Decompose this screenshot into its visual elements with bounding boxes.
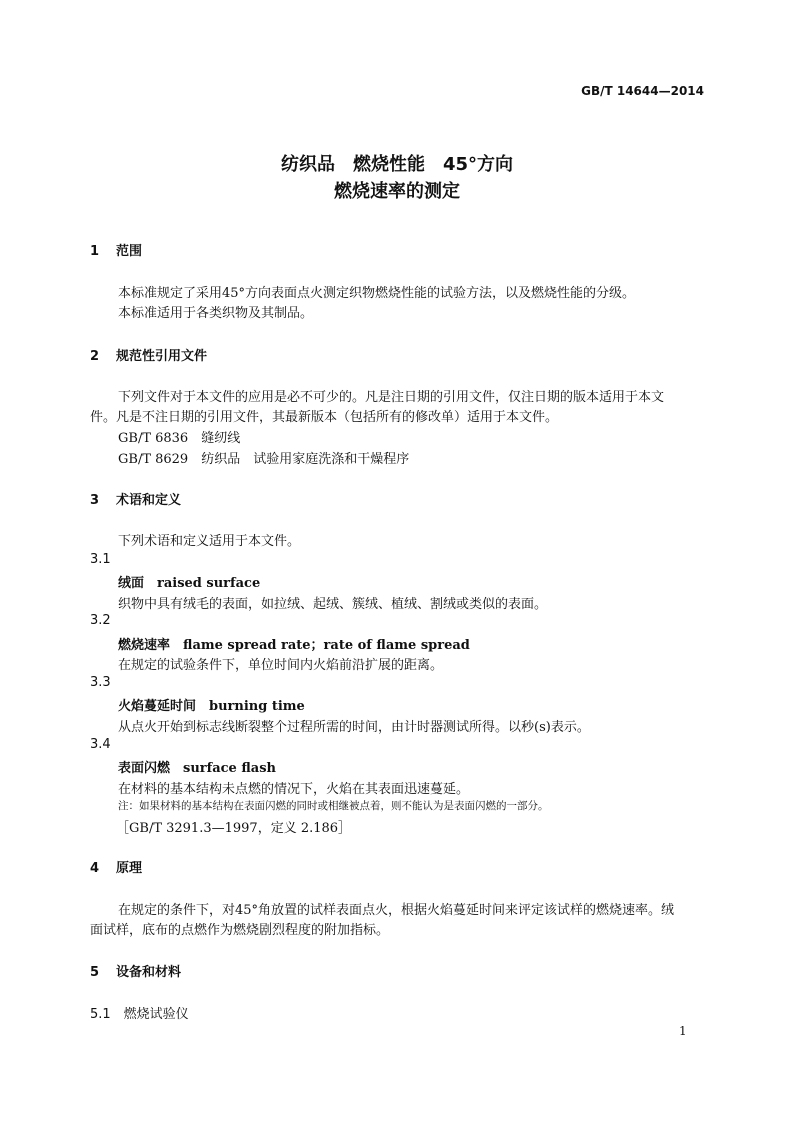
- section-4-heading: [90, 857, 142, 876]
- term-title: 火焰蔓延时间 burning time: [118, 699, 305, 714]
- term-title: 燃烧速率 flame spread rate；rate of flame spread: [118, 638, 470, 653]
- term-number: 3.2: [90, 613, 111, 628]
- section-5-heading: [90, 961, 181, 980]
- normative-reference: GB/T 6836 缝纫线: [118, 431, 241, 446]
- section-title: 规范性引用文件: [116, 349, 208, 364]
- paragraph: 本标准规定了采用45°方向表面点火测定织物燃烧性能的试验方法，以及燃烧性能的分级。: [118, 286, 636, 301]
- term-number: 3.1: [90, 552, 111, 567]
- paragraph-line: 在规定的条件下，对45°角放置的试样表面点火，根据火焰蔓延时间来评定该试样的燃烧速率。绒: [118, 903, 675, 918]
- section-title: 范围: [116, 244, 143, 259]
- document-title-line-1: 纺织品 燃烧性能 45°方向: [280, 154, 514, 175]
- term-definition: 从点火开始到标志线断裂整个过程所需的时间，由计时器测试所得。以秒(s)表示。: [118, 720, 590, 735]
- section-number: 2: [90, 349, 100, 364]
- section-number: 1: [90, 244, 100, 259]
- document-title-line-2: 燃烧速率的测定: [334, 181, 460, 202]
- section-1-heading: [90, 240, 142, 259]
- section-number: 3: [90, 493, 100, 508]
- page-number: 1: [679, 1024, 687, 1038]
- paragraph: 本标准适用于各类织物及其制品。: [118, 306, 314, 321]
- term-number: 3.4: [90, 737, 111, 752]
- section-title: 术语和定义: [116, 493, 182, 508]
- section-title: 原理: [116, 861, 143, 876]
- section-number: 4: [90, 861, 100, 876]
- section-3-heading: [90, 489, 181, 508]
- term-title: 表面闪燃 surface flash: [118, 761, 276, 776]
- normative-reference: GB/T 8629 纺织品 试验用家庭洗涤和干燥程序: [118, 452, 410, 467]
- paragraph-line: 件。凡是不注日期的引用文件，其最新版本（包括所有的修改单）适用于本文件。: [90, 410, 559, 425]
- standard-number: GB/T 14644—2014: [581, 84, 704, 98]
- term-definition: 织物中具有绒毛的表面，如拉绒、起绒、簇绒、植绒、割绒或类似的表面。: [118, 597, 548, 612]
- term-note: 注：如果材料的基本结构在表面闪燃的同时或相继被点着，则不能认为是表面闪燃的一部分。: [118, 800, 549, 812]
- term-definition: 在规定的试验条件下，单位时间内火焰前沿扩展的距离。: [118, 658, 444, 673]
- paragraph-line: 面试样，底布的点燃作为燃烧剧烈程度的附加指标。: [90, 923, 390, 938]
- section-title: 设备和材料: [116, 965, 182, 980]
- paragraph: 下列术语和定义适用于本文件。: [118, 534, 301, 549]
- section-number: 5: [90, 965, 100, 980]
- term-source: ［GB/T 3291.3—1997，定义 2.186］: [116, 821, 352, 836]
- term-number: 3.3: [90, 675, 111, 690]
- term-definition: 在材料的基本结构未点燃的情况下，火焰在其表面迅速蔓延。: [118, 782, 470, 797]
- subsection-heading: 5.1 燃烧试验仪: [90, 1007, 189, 1022]
- section-2-heading: [90, 345, 207, 364]
- term-title: 绒面 raised surface: [118, 576, 261, 591]
- paragraph-line: 下列文件对于本文件的应用是必不可少的。凡是注日期的引用文件，仅注日期的版本适用于本文: [118, 390, 665, 405]
